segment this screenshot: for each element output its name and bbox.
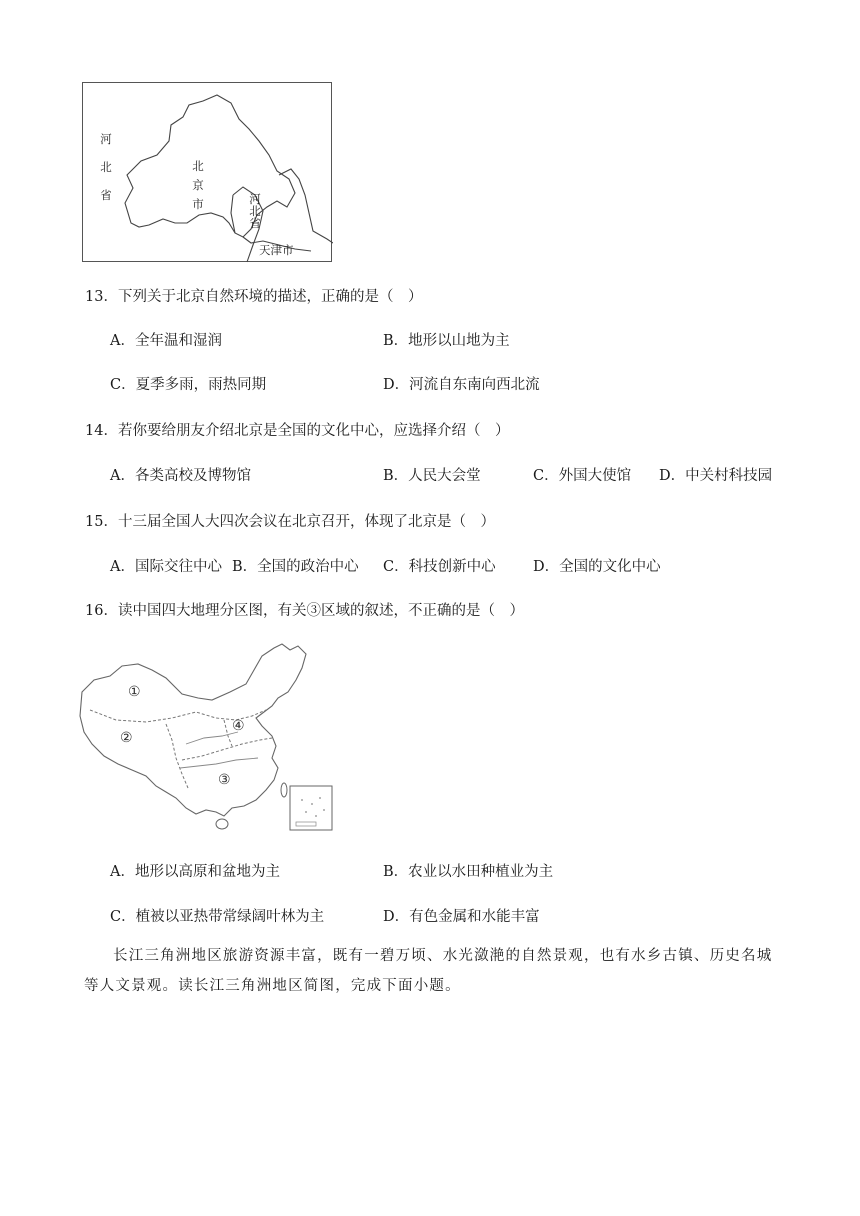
q16-option-c[interactable]: C．植被以亚热带常绿阔叶林为主	[110, 909, 325, 925]
label-hebei-left: 河北省	[100, 132, 112, 202]
region-1-label: ①	[128, 684, 141, 700]
q16-option-b[interactable]: B．农业以水田种植业为主	[383, 864, 554, 880]
region-4-label: ④	[232, 718, 245, 734]
q13-stem: 13．下列关于北京自然环境的描述，正确的是（ ）	[85, 289, 423, 305]
q13-option-c[interactable]: C．夏季多雨，雨热同期	[110, 377, 267, 393]
q14-option-a[interactable]: A．各类高校及博物馆	[110, 468, 251, 484]
q15-stem: 15．十三届全国人大四次会议在北京召开，体现了北京是（ ）	[85, 514, 495, 530]
beijing-map	[82, 82, 332, 262]
q14-stem: 14．若你要给朋友介绍北京是全国的文化中心，应选择介绍（ ）	[85, 423, 510, 439]
reading-passage: 长江三角洲地区旅游资源丰富，既有一碧万顷、水光潋滟的自然景观，也有水乡古镇、历史名城等人文景观。读长江三角洲地区简图，完成下面小题。	[84, 948, 773, 994]
china-outline-drawing	[76, 640, 338, 836]
q14-option-c[interactable]: C．外国大使馆	[533, 468, 632, 484]
q13-option-a[interactable]: A．全年温和湿润	[110, 333, 222, 349]
q15-option-a[interactable]: A．国际交往中心	[110, 559, 222, 575]
q16-option-a[interactable]: A．地形以高原和盆地为主	[110, 864, 280, 880]
q16-stem: 16．读中国四大地理分区图，有关③区域的叙述，不正确的是（ ）	[85, 603, 524, 619]
beijing-boundary-drawing	[83, 83, 333, 263]
q15-option-c[interactable]: C．科技创新中心	[383, 559, 496, 575]
q13-option-b[interactable]: B．地形以山地为主	[383, 333, 510, 349]
q15-option-b[interactable]: B．全国的政治中心	[232, 559, 359, 575]
region-3-label: ③	[218, 772, 231, 788]
q13-option-d[interactable]: D．河流自东南向西北流	[383, 377, 540, 393]
label-tianjin: 天津市	[259, 243, 294, 257]
q15-option-d[interactable]: D．全国的文化中心	[533, 559, 661, 575]
region-2-label: ②	[120, 730, 133, 746]
q16-option-d[interactable]: D．有色金属和水能丰富	[383, 909, 540, 925]
label-beijing: 北京市	[192, 159, 204, 211]
q14-option-b[interactable]: B．人民大会堂	[383, 468, 481, 484]
q14-option-d[interactable]: D．中关村科技园	[659, 468, 773, 484]
label-hebei-inner: 河北省	[249, 192, 261, 230]
china-regions-map	[76, 640, 338, 836]
